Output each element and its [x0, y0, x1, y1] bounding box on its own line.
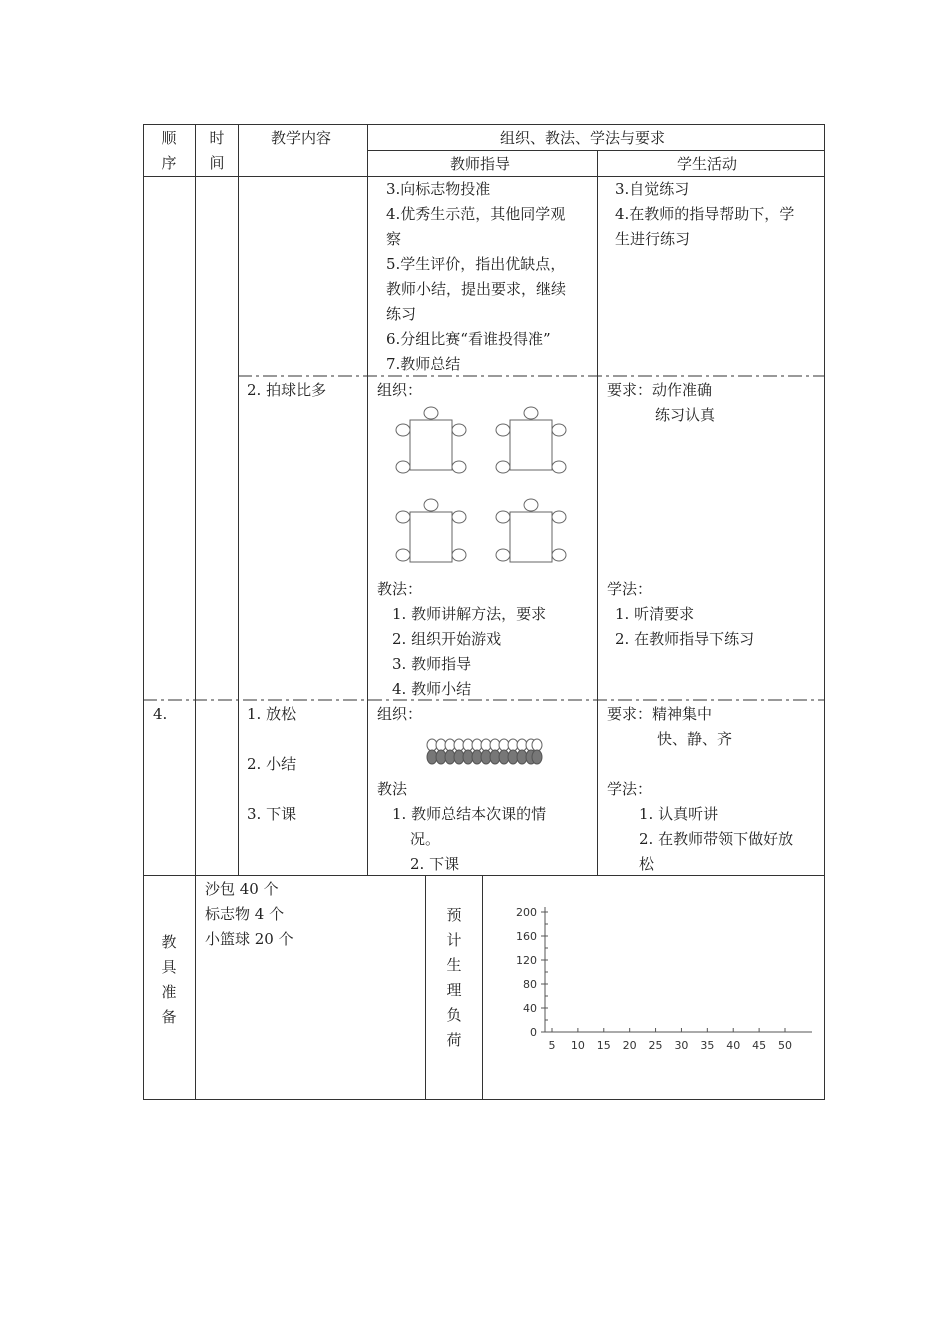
y-tick-label: 40 — [523, 1002, 537, 1015]
section3-req-line2: 快、静、齐 — [657, 730, 733, 748]
col-divider-order — [195, 124, 196, 1100]
formation-back-row — [427, 739, 542, 751]
table-group — [496, 499, 566, 562]
x-tick-label: 35 — [700, 1039, 715, 1052]
load-label: 预计生理负荷 — [446, 906, 462, 1049]
teacher-line: 5.学生评价，指出优缺点， — [386, 255, 566, 273]
student-line: 4.在教师的指导帮助下，学 — [615, 205, 795, 223]
section2-req-label: 要求：动作准确 — [607, 381, 713, 399]
section3-order: 4. — [153, 705, 168, 723]
col-divider-time — [238, 124, 239, 875]
equipment-item: 标志物 4 个 — [205, 905, 285, 923]
teacher-line: 练习 — [386, 305, 417, 323]
formation-front-row — [427, 750, 542, 764]
table-group — [396, 407, 466, 473]
header-order: 顺序 — [161, 129, 177, 172]
table-bottom-border — [143, 1099, 825, 1100]
col-divider-content — [367, 124, 368, 875]
table-left-border — [143, 124, 144, 1100]
section2-org-label: 组织： — [377, 381, 423, 399]
table-group-diagram — [390, 405, 580, 575]
teacher-line: 7.教师总结 — [386, 355, 461, 373]
header-teacher: 教师指导 — [450, 155, 511, 173]
header-student: 学生活动 — [677, 155, 738, 173]
header-org: 组织、教法、学法与要求 — [500, 129, 666, 147]
list-item: 2. 组织开始游戏 — [392, 630, 502, 648]
y-tick-label: 120 — [516, 954, 537, 967]
list-item: 1. 听清要求 — [615, 605, 695, 623]
y-tick-label: 160 — [516, 930, 537, 943]
teacher-line: 6.分组比赛“看谁投得准” — [386, 330, 551, 348]
x-tick-label: 50 — [778, 1039, 792, 1052]
equipment-top-border — [143, 875, 825, 876]
section3-content-item: 3. 下课 — [247, 805, 297, 823]
x-tick-label: 45 — [752, 1039, 767, 1052]
x-tick-label: 5 — [548, 1039, 556, 1052]
col-divider-teacher — [597, 150, 598, 875]
section3-req-label: 要求：精神集中 — [607, 705, 713, 723]
equipment-item: 沙包 40 个 — [205, 880, 279, 898]
teacher-line: 教师小结，提出要求，继续 — [386, 280, 567, 298]
equipment-label: 教具准备 — [161, 933, 177, 1026]
section2-study-list — [615, 602, 754, 652]
student-line: 3.自觉练习 — [615, 180, 690, 198]
list-item: 4. 教师小结 — [392, 680, 472, 698]
list-item: 3. 教师指导 — [392, 655, 472, 673]
section3-study-line: 1. 认真听讲 — [639, 805, 719, 823]
section2-method-list — [392, 602, 546, 702]
section3-content-item: 1. 放松 — [247, 705, 297, 723]
section2-study-label: 学法： — [607, 580, 653, 598]
section2-method-label: 教法： — [377, 580, 423, 598]
list-item: 2. 在教师指导下练习 — [615, 630, 755, 648]
table-right-border — [824, 124, 825, 1100]
table-group — [496, 407, 566, 473]
section3-method-line: 况。 — [410, 830, 441, 848]
table-top-border — [143, 124, 825, 125]
col-divider-load — [482, 875, 483, 1100]
x-tick-label: 20 — [622, 1039, 637, 1052]
x-tick-label: 25 — [648, 1039, 663, 1052]
equipment-item: 小篮球 20 个 — [205, 930, 294, 948]
x-tick-label: 10 — [570, 1039, 585, 1052]
x-tick-label: 15 — [596, 1039, 611, 1052]
header-time: 时间 — [209, 129, 225, 172]
section3-method-label: 教法 — [377, 780, 408, 798]
section1-teacher-list — [386, 177, 566, 377]
y-tick-label: 200 — [516, 906, 537, 919]
list-item: 1. 教师讲解方法，要求 — [392, 605, 547, 623]
section3-study-label: 学法： — [607, 780, 653, 798]
table-group — [396, 499, 466, 562]
section3-org-label: 组织： — [377, 705, 423, 723]
formation-diagram — [420, 735, 550, 767]
section1-student-list — [615, 177, 794, 252]
teacher-line: 4.优秀生示范，其他同学观 — [386, 205, 566, 223]
x-tick-label: 30 — [674, 1039, 689, 1052]
student-line: 生进行练习 — [615, 230, 691, 248]
section3-study-line: 松 — [639, 855, 655, 873]
y-tick-label: 80 — [523, 978, 537, 991]
teacher-line: 察 — [386, 230, 402, 248]
section3-content-item: 2. 小结 — [247, 755, 297, 773]
col-divider-equipment — [425, 875, 426, 1100]
section2-content: 2. 拍球比多 — [247, 381, 327, 399]
section2-req-line2: 练习认真 — [655, 406, 716, 424]
section3-study-line: 2. 在教师带领下做好放 — [639, 830, 794, 848]
section3-method-line: 2. 下课 — [410, 855, 460, 873]
teacher-line: 3.向标志物投准 — [386, 180, 491, 198]
header-content: 教学内容 — [271, 129, 332, 147]
physiological-load-chart — [490, 890, 820, 1070]
section3-method-line: 1. 教师总结本次课的情 — [392, 805, 547, 823]
x-tick-label: 40 — [726, 1039, 741, 1052]
y-tick-label: 0 — [530, 1026, 537, 1039]
